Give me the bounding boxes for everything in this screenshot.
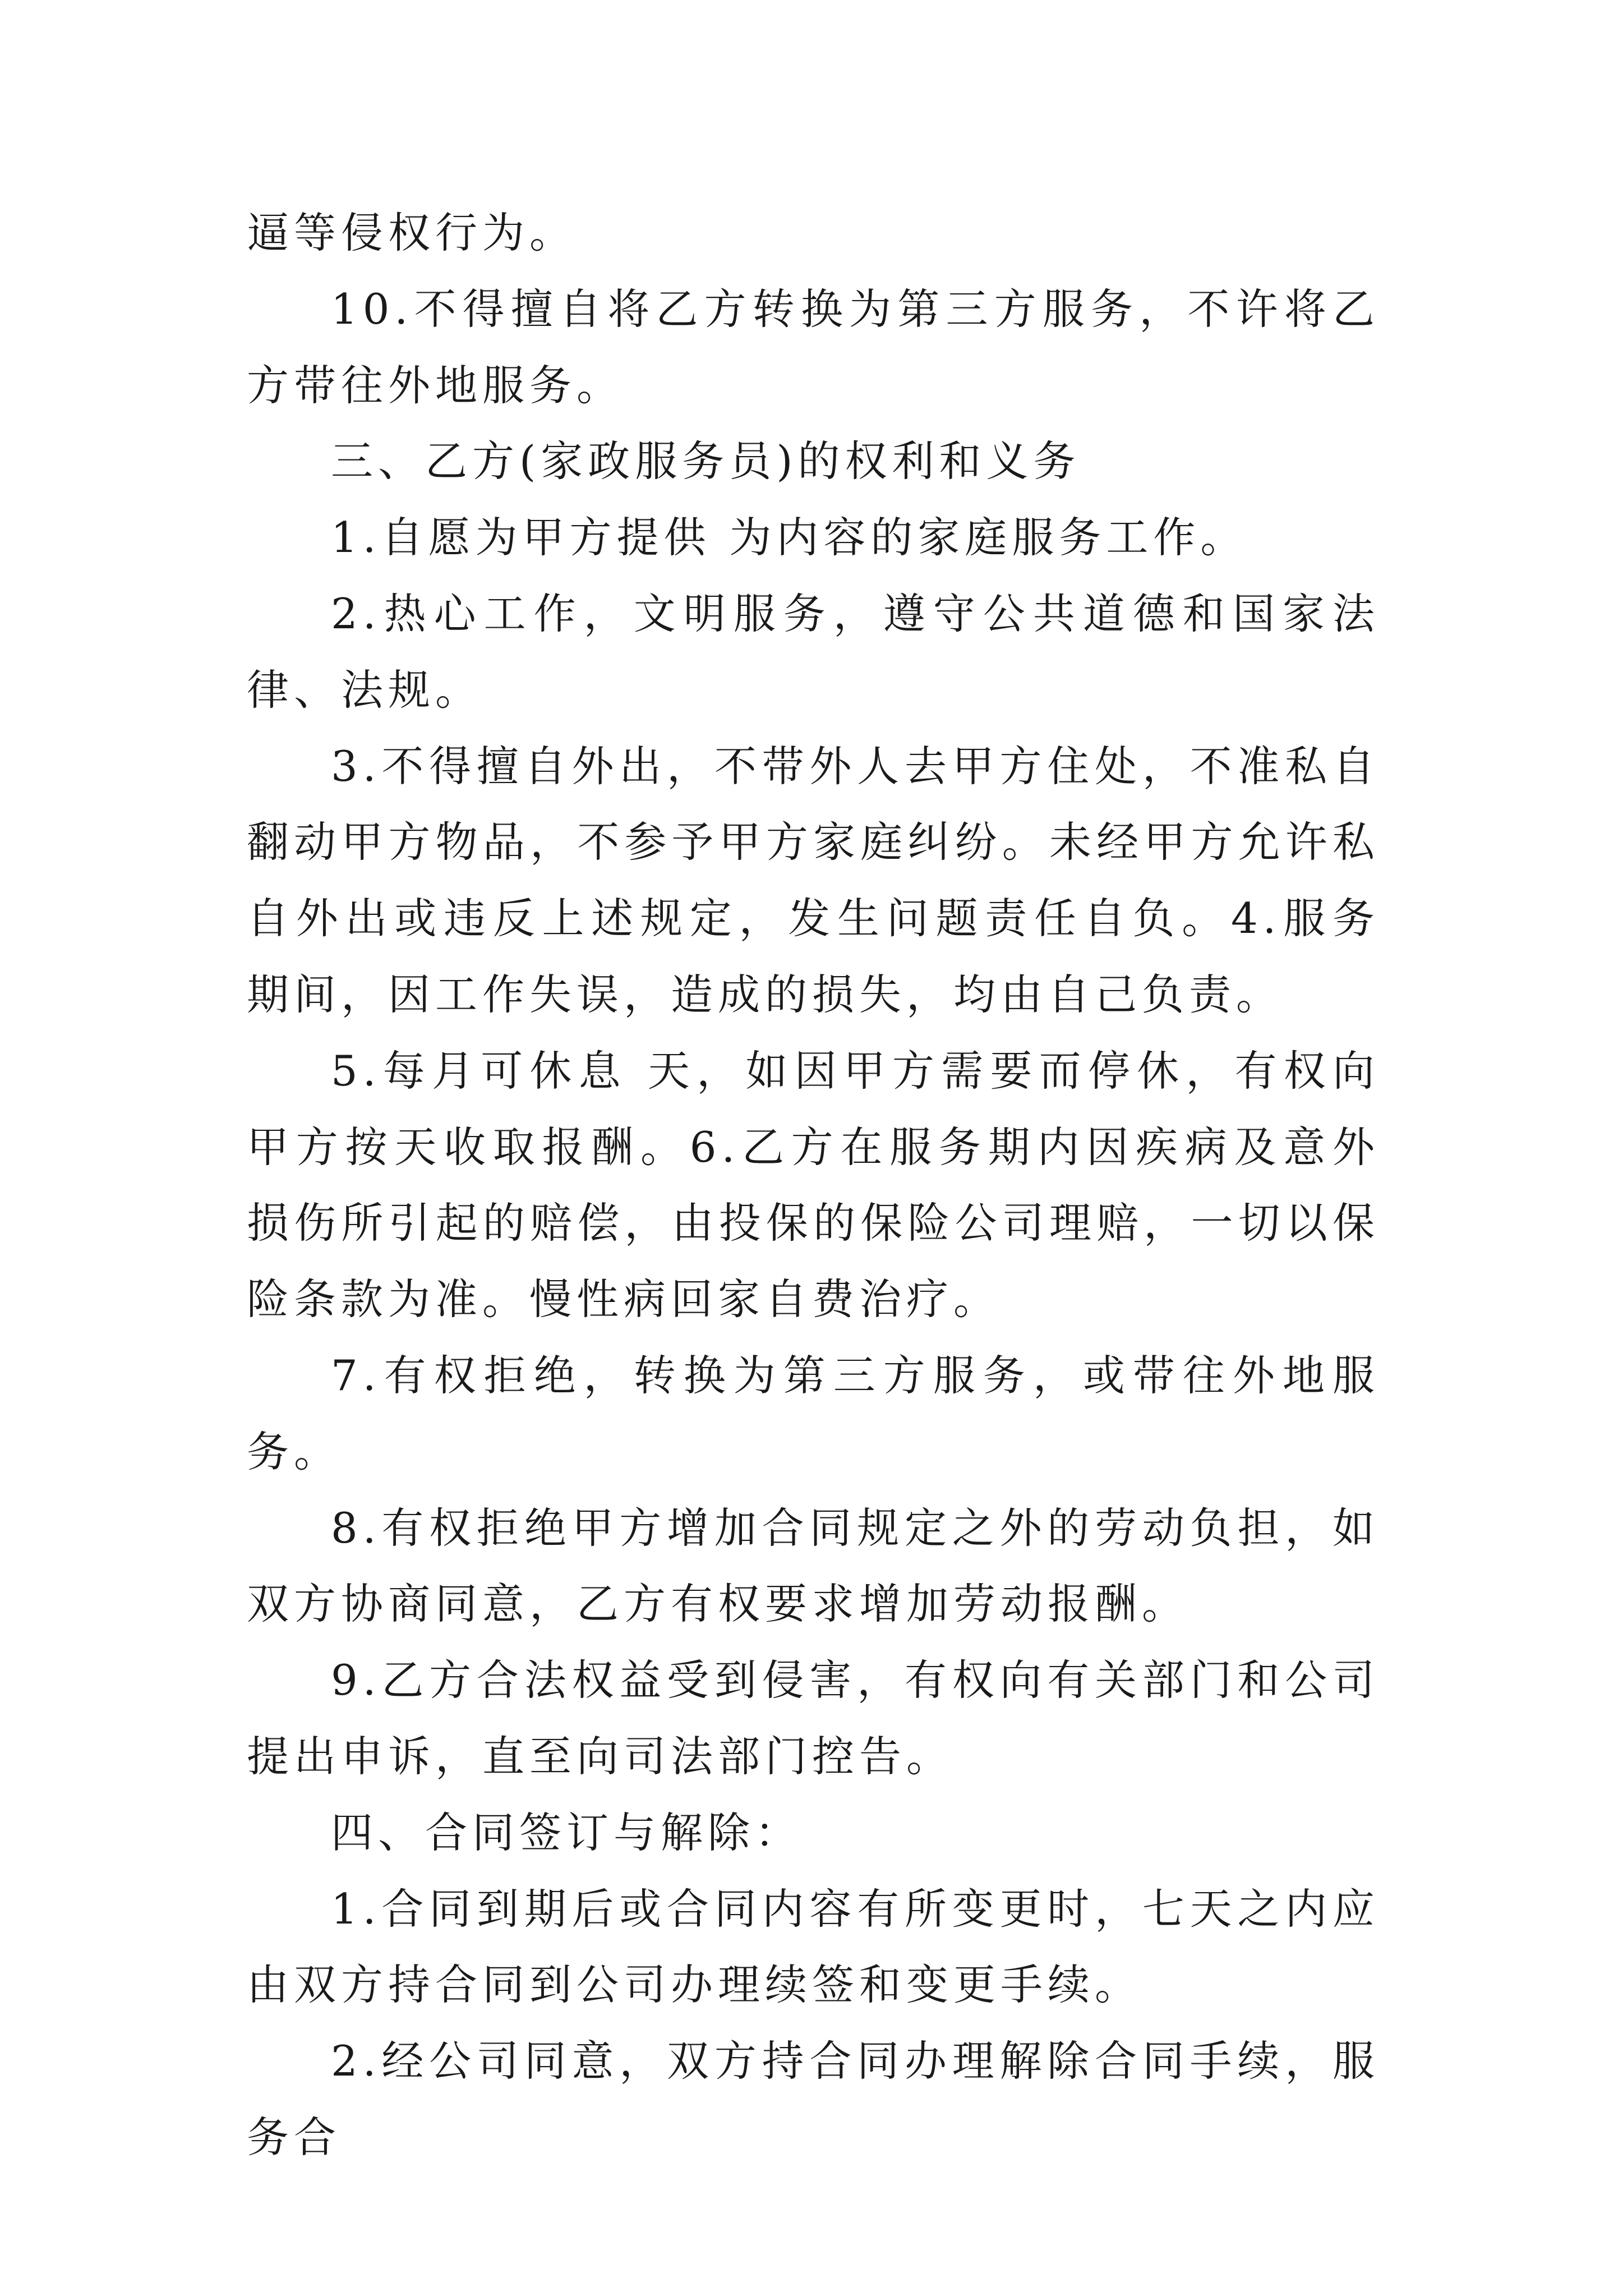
paragraph-clause-3-1: 1.自愿为甲方提供 为内容的家庭服务工作。 <box>331 513 1248 563</box>
document-body <box>247 195 1380 2176</box>
paragraph-clause-3-5: 5.每月可休息 天，如因甲方需要而停休，有权向甲方按天收取报酬。6.乙方在服务期内因疾病及意外损伤所引起的赔偿，由投保的保险公司理赔，一切以保险条款为准。慢性病回家自费治疗。 <box>247 1046 1380 1324</box>
paragraph-clause-3-9: 9.乙方合法权益受到侵害，有权向有关部门和公司提出申诉，直至向司法部门控告。 <box>247 1655 1380 1781</box>
paragraph-clause-4-2: 2.经公司同意，双方持合同办理解除合同手续，服务合 <box>247 2036 1380 2162</box>
section-heading-4: 四、合同签订与解除： <box>331 1807 803 1857</box>
paragraph-clause-3-2: 2.热心工作，文明服务，遵守公共道德和国家法律、法规。 <box>247 588 1380 715</box>
paragraph-clause-4-1: 1.合同到期后或合同内容有所变更时，七天之内应由双方持合同到公司办理续签和变更手续。 <box>247 1884 1380 2010</box>
section-heading-3: 三、乙方(家政服务员)的权利和义务 <box>331 436 1081 486</box>
paragraph-clause-3-7: 7.有权拒绝，转换为第三方服务，或带往外地服务。 <box>247 1350 1380 1476</box>
paragraph-continuation: 逼等侵权行为。 <box>247 208 577 257</box>
paragraph-clause-3-8: 8.有权拒绝甲方增加合同规定之外的劳动负担，如双方协商同意，乙方有权要求增加劳动报酬。 <box>247 1503 1380 1629</box>
paragraph-clause-3-3: 3.不得擅自外出，不带外人去甲方住处，不准私自翻动甲方物品，不参予甲方家庭纠纷。未经甲方允许私自外出或违反上述规定，发生问题责任自负。4.服务期间，因工作失误，造成的损失，均由自己负责。 <box>247 741 1380 1019</box>
paragraph-clause-2-10: 10.不得擅自将乙方转换为第三方服务，不许将乙方带往外地服务。 <box>247 284 1380 410</box>
